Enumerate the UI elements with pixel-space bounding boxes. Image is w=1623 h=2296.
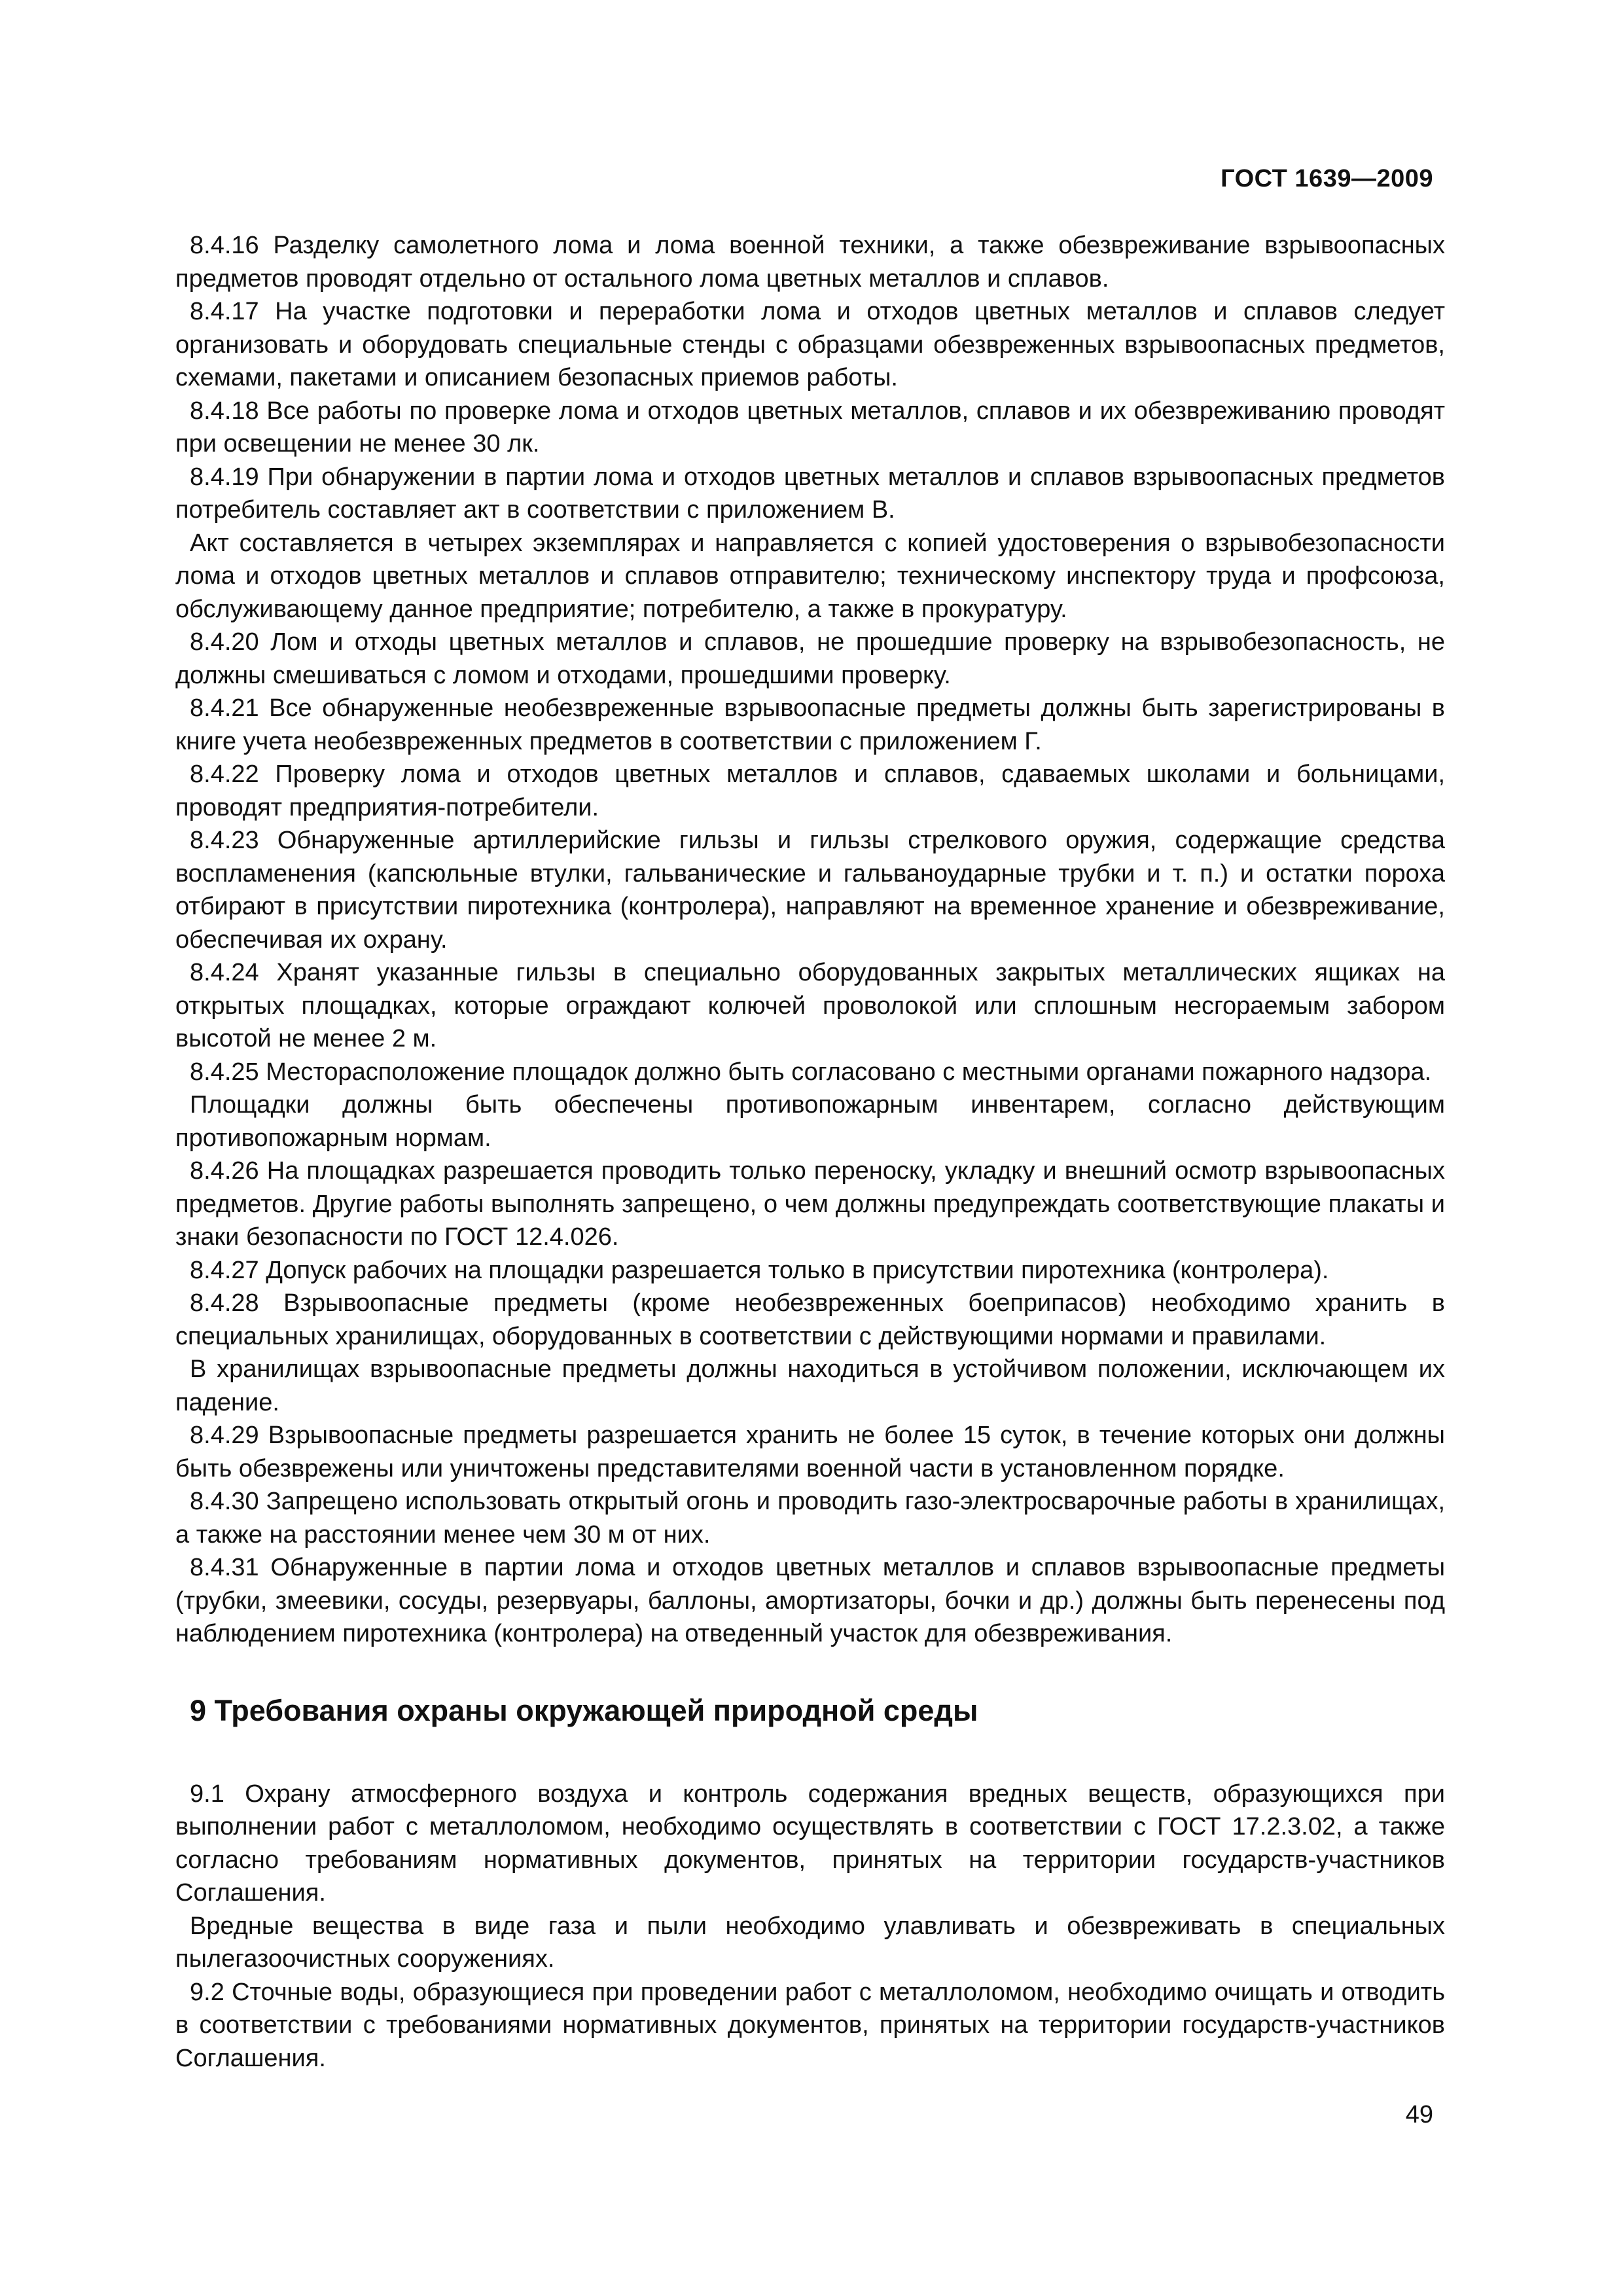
paragraph-harmful-substances: Вредные вещества в виде газа и пыли необходимо улавливать и обезвреживать в специальных пылегазоочистных сооружениях. xyxy=(175,1912,1445,1973)
paragraph-act: Акт составляется в четырех экземплярах и направляется с копией удостоверения о взрывобезопасности лома и отходов цветных металлов и сплавов отправителю; техническому инспектору труда и профсоюза, обслуживающему данное предприятие; потребителю, а также в прокуратуру. xyxy=(175,529,1445,623)
paragraph-8-4-16: 8.4.16 Разделку самолетного лома и лома военной техники, а также обезвреживание взрывоопасных предметов проводят отдельно от остального лома цветных металлов и сплавов. xyxy=(175,232,1445,293)
paragraph-8-4-19: 8.4.19 При обнаружении в партии лома и отходов цветных металлов и сплавов взрывоопасных предметов потребитель составляет акт в соответствии с приложением В. xyxy=(175,463,1445,524)
section-title: 9 Требования охраны окружающей природной среды xyxy=(190,1693,978,1727)
paragraph-8-4-23: 8.4.23 Обнаруженные артиллерийские гильзы и гильзы стрелкового оружия, содержащие средства воспламенения (капсюльные втулки, гальванические и гальваноударные трубки и т. п.) и остатки пороха отбирают в присутствии пиротехника (контролера), направляют на временное хранение и обезвреживание, обеспечивая их охрану. xyxy=(175,827,1445,954)
page-number: 49 xyxy=(1405,2101,1433,2128)
paragraph-8-4-21: 8.4.21 Все обнаруженные необезвреженные взрывоопасные предметы должны быть зарегистрированы в книге учета необезвреженных предметов в соответствии с приложением Г. xyxy=(175,694,1445,755)
paragraph-8-4-22: 8.4.22 Проверку лома и отходов цветных металлов и сплавов, сдаваемых школами и больницами, проводят предприятия-потребители. xyxy=(175,761,1445,821)
paragraph-8-4-20: 8.4.20 Лом и отходы цветных металлов и сплавов, не прошедшие проверку на взрывобезопасность, не должны смешиваться с ломом и отходами, прошедшими проверку. xyxy=(175,628,1445,689)
paragraph-8-4-24: 8.4.24 Хранят указанные гильзы в специально оборудованных закрытых металлических ящиках на открытых площадках, которые ограждают колючей проволокой или сплошным несгораемым забором высотой не менее 2 м. xyxy=(175,959,1445,1052)
paragraph-9-1: 9.1 Охрану атмосферного воздуха и контроль содержания вредных веществ, образующихся при выполнении работ с металлоломом, необходимо осуществлять в соответствии с ГОСТ 17.2.3.02, а также согласно требованиям нормативных документов, принятых на территории государств-участников Соглашения. xyxy=(175,1780,1445,1907)
document-body xyxy=(175,229,1445,2075)
paragraph-8-4-31: 8.4.31 Обнаруженные в партии лома и отходов цветных металлов и сплавов взрывоопасные предметы (трубки, змеевики, сосуды, резервуары, баллоны, амортизаторы, бочки и др.) должны быть перенесены под наблюдением пиротехника (контролера) на отведенный участок для обезвреживания. xyxy=(175,1554,1445,1647)
paragraph-8-4-25: 8.4.25 Месторасположение площадок должно быть согласовано с местными органами пожарного надзора. xyxy=(190,1058,1432,1086)
paragraph-8-4-17: 8.4.17 На участке подготовки и переработки лома и отходов цветных металлов и сплавов следует организовать и оборудовать специальные стенды с образцами обезвреженных взрывоопасных предметов, схемами, пакетами и описанием безопасных приемов работы. xyxy=(175,298,1445,391)
paragraph-8-4-30: 8.4.30 Запрещено использовать открытый огонь и проводить газо-электросварочные работы в хранилищах, а также на расстоянии менее чем 30 м от них. xyxy=(175,1488,1445,1549)
paragraph-storage: В хранилищах взрывоопасные предметы должны находиться в устойчивом положении, исключающем их падение. xyxy=(175,1355,1445,1416)
paragraph-9-2: 9.2 Сточные воды, образующиеся при проведении работ с металлоломом, необходимо очищать и отводить в соответствии с требованиями нормативных документов, принятых на территории государств-участников Соглашения. xyxy=(175,1978,1445,2072)
document-standard-header: ГОСТ 1639—2009 xyxy=(1221,165,1433,192)
paragraph-8-4-28: 8.4.28 Взрывоопасные предметы (кроме необезвреженных боеприпасов) необходимо хранить в специальных хранилищах, оборудованных в соответствии с действующими нормами и правилами. xyxy=(175,1289,1445,1350)
paragraph-8-4-18: 8.4.18 Все работы по проверке лома и отходов цветных металлов, сплавов и их обезвреживанию проводят при освещении не менее 30 лк. xyxy=(175,397,1445,457)
paragraph-8-4-26: 8.4.26 На площадках разрешается проводить только переноску, укладку и внешний осмотр взрывоопасных предметов. Другие работы выполнять запрещено, о чем должны предупреждать соответствующие плакаты и знаки безопасности по ГОСТ 12.4.026. xyxy=(175,1157,1445,1251)
paragraph-8-4-27: 8.4.27 Допуск рабочих на площадки разрешается только в присутствии пиротехника (контролера). xyxy=(190,1256,1329,1284)
paragraph-sites: Площадки должны быть обеспечены противопожарным инвентарем, согласно действующим противопожарным нормам. xyxy=(175,1091,1445,1152)
paragraph-8-4-29: 8.4.29 Взрывоопасные предметы разрешается хранить не более 15 суток, в течение которых они должны быть обезврежены или уничтожены представителями военной части в установленном порядке. xyxy=(175,1422,1445,1482)
